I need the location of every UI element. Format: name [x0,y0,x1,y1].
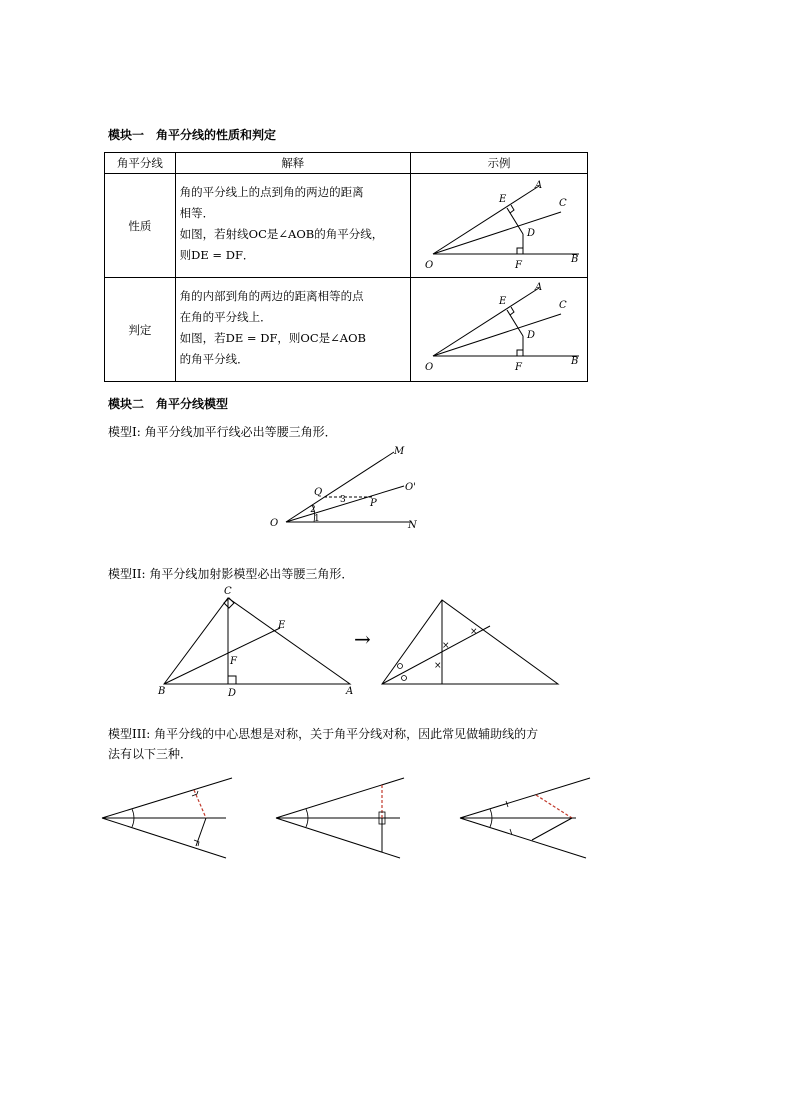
label-A: A [534,282,543,293]
table-header: 角平分线 [105,153,176,174]
angle-mark [398,664,403,669]
explanation-line: 角的平分线上的点到角的两边的距离 [179,185,364,199]
tick-mark: × [434,661,442,671]
explanation-line: 如图，若射线OC是∠AOB的角平分线， [179,227,384,241]
label-O: O [424,260,434,271]
model3-figure-3 [460,778,590,858]
model3-text-1: 模型III: 角平分线的中心思想是对称，关于角平分线对称，因此常见做辅助线的方 [108,727,539,741]
label-A: A [534,180,543,191]
label-F: F [230,656,237,667]
explanation-line: 如图，若DE = DF，则OC是∠AOB [179,331,366,345]
table-header: 示例 [410,153,587,174]
explanation-line: 的角平分线． [179,352,249,366]
model2-figure [154,582,574,698]
label-C: C [558,300,567,311]
model3-figure-1 [102,778,232,858]
table-header: 解释 [175,153,410,174]
label-Q: Q [314,487,323,498]
angle-mark [402,676,407,681]
model3-figures [96,772,596,864]
criterion-figure [411,278,587,378]
angle-3: 3 [340,495,346,505]
explanation-line: 相等． [179,206,215,220]
label-O: O [270,518,279,529]
label-F: F [514,362,522,373]
tick-mark: × [442,641,450,651]
angle-1: 1 [314,514,320,524]
label-A: A [346,686,354,697]
label-B: B [570,254,579,265]
model2-text: 模型II: 角平分线加射影模型必出等腰三角形． [108,567,354,581]
model1-text: 模型I: 角平分线加平行线必出等腰三角形． [108,425,337,439]
property-figure [411,174,587,274]
label-M: M [394,446,405,457]
label-C: C [558,198,567,209]
model1-figure [262,440,432,540]
table-row-explanation [175,174,410,278]
label-D: D [228,688,237,698]
tick-mark: × [470,627,478,637]
module1-heading: 模块一 角平分线的性质和判定 [108,128,277,142]
table-row-name: 性质 [105,174,176,278]
label-D: D [526,228,536,239]
explanation-line: 在角的平分线上． [179,310,272,324]
angle-2: 2 [310,505,316,515]
table-row-name: 判定 [105,278,176,382]
label-F: F [514,260,522,271]
label-E: E [498,296,507,307]
arrow-icon: → [354,627,371,651]
label-N: N [408,520,417,531]
label-E: E [278,620,286,631]
bisector-table [104,152,588,382]
model3-text-2: 法有以下三种． [108,747,193,761]
label-O-prime: O' [405,482,416,493]
module2-heading: 模块二 角平分线模型 [108,397,229,411]
label-E: E [498,194,507,205]
table-row-figure [410,174,587,278]
label-D: D [526,330,536,341]
label-B: B [570,356,579,367]
model3-figure-2 [276,778,404,858]
table-row-figure [410,278,587,382]
label-P: P [370,498,377,509]
explanation-line: 则DE = DF． [179,248,255,262]
label-C: C [224,586,232,597]
explanation-line: 角的内部到角的两边的距离相等的点 [179,289,364,303]
label-B: B [158,686,166,697]
label-O: O [424,362,434,373]
table-row-explanation [175,278,410,382]
